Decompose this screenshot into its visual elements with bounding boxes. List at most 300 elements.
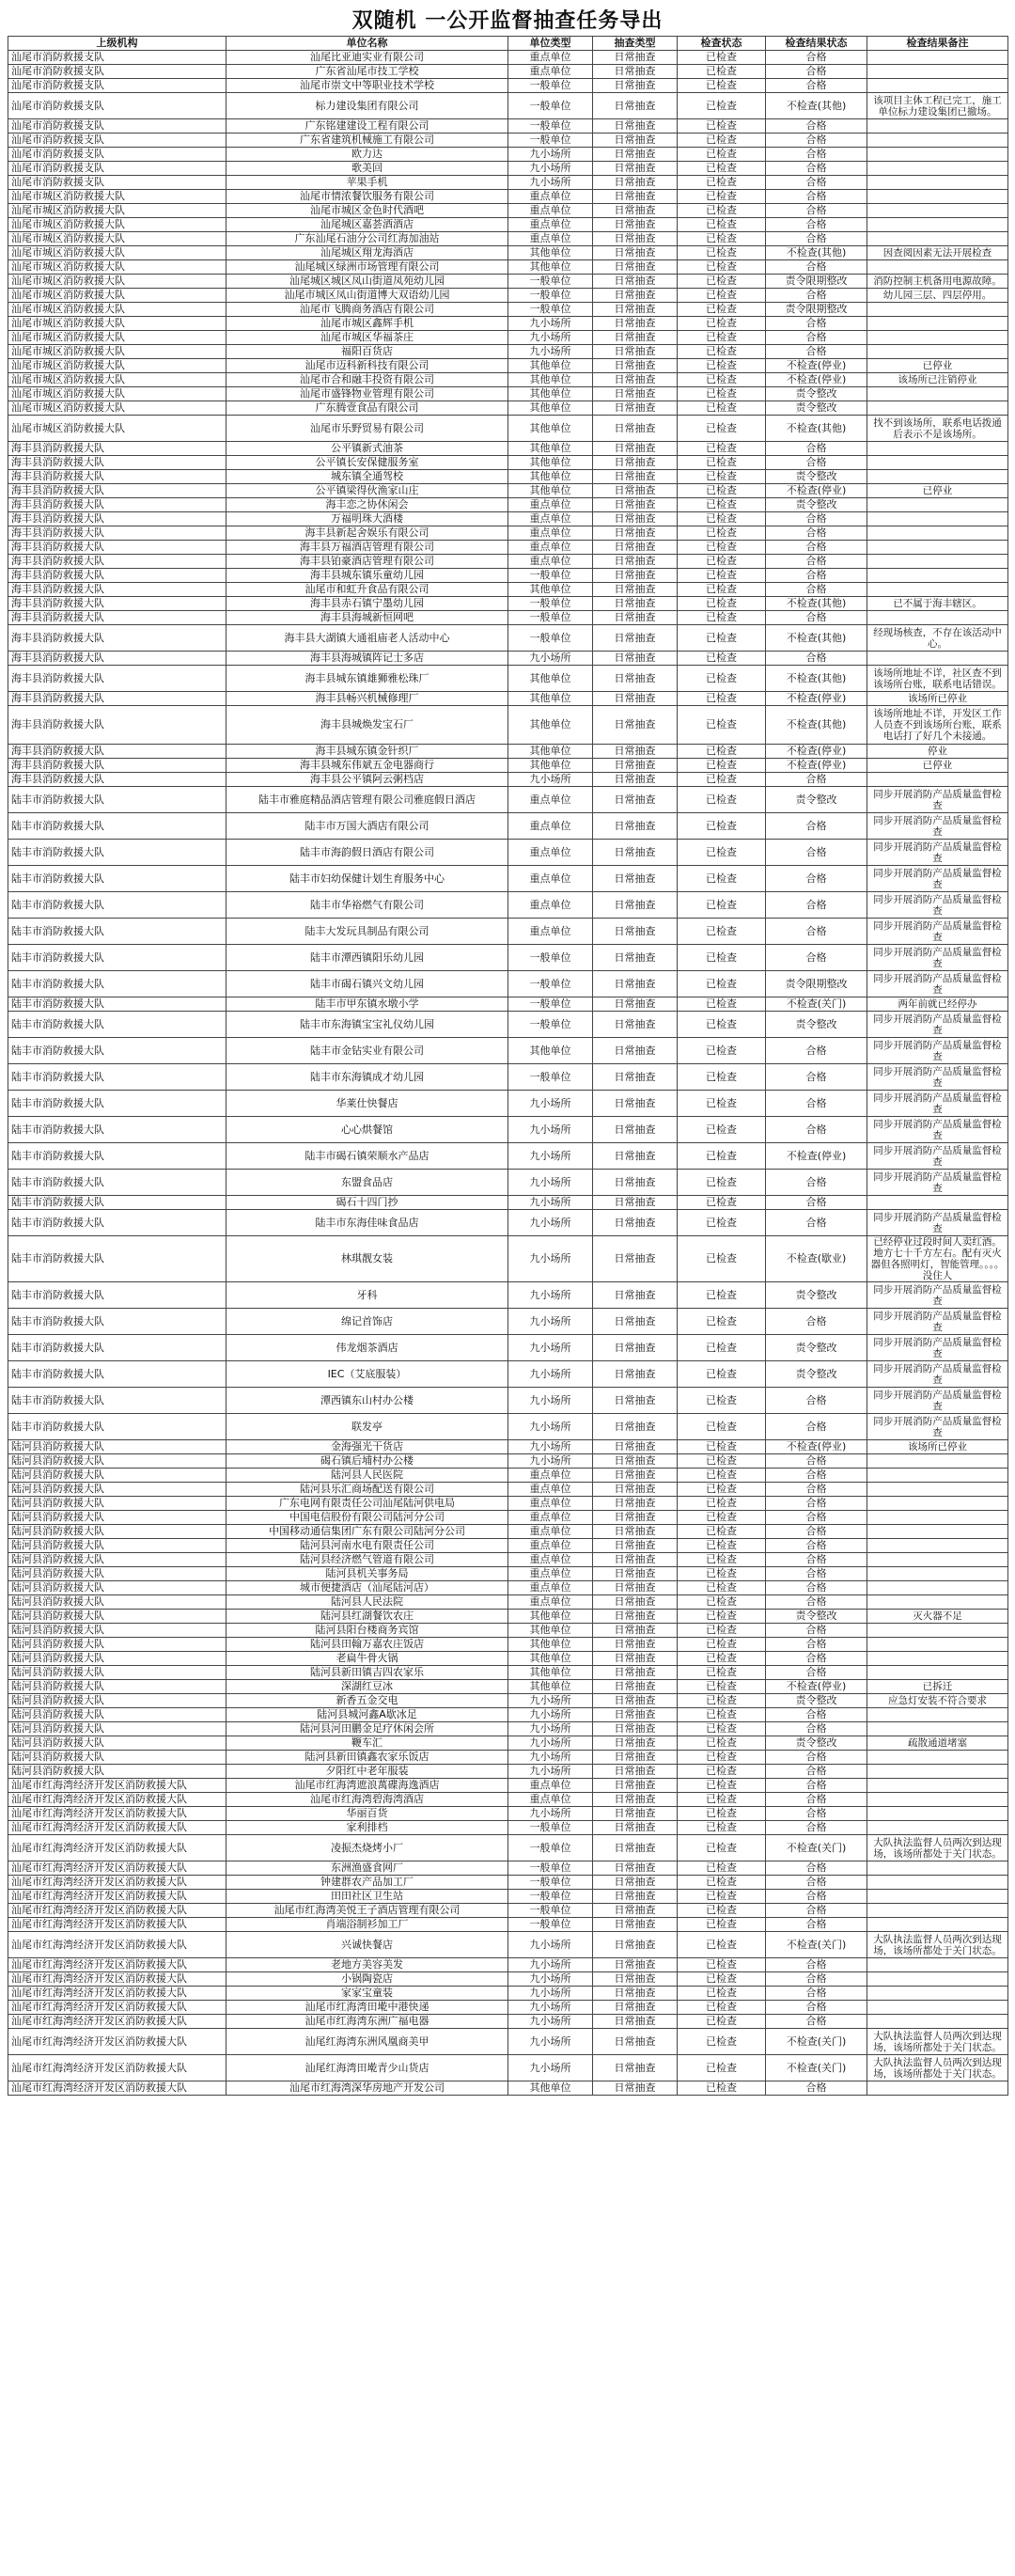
check-status-cell: 已检查 — [678, 597, 766, 611]
table-row — [8, 1932, 1008, 1958]
check-status-cell: 已检查 — [678, 2055, 766, 2081]
result-status-cell: 合格 — [766, 541, 867, 555]
unit-type-cell: 九小场所 — [508, 1361, 593, 1388]
result-status-cell: 不检查(停业) — [766, 759, 867, 773]
check-status-cell: 已检查 — [678, 345, 766, 359]
check-status-cell: 已检查 — [678, 1143, 766, 1170]
result-status-cell: 合格 — [766, 1918, 867, 1932]
check-type-cell: 日常抽查 — [593, 275, 678, 289]
unit-type-cell: 一般单位 — [508, 1918, 593, 1932]
table-row — [8, 1282, 1008, 1309]
check-status-cell: 已检查 — [678, 134, 766, 148]
check-type-cell: 日常抽查 — [593, 1638, 678, 1652]
result-status-cell: 责令整改 — [766, 1736, 867, 1751]
result-note-cell — [867, 303, 1008, 317]
column-header-check-status: 检查状态 — [678, 37, 766, 51]
unit-type-cell: 一般单位 — [508, 1861, 593, 1876]
unit-name-cell: 陆丰市妇幼保健计划生育服务中心 — [226, 866, 508, 892]
parent-org-cell: 陆河县消防救援大队 — [8, 1680, 226, 1694]
check-type-cell: 日常抽查 — [593, 232, 678, 246]
table-row — [8, 813, 1008, 840]
result-status-cell: 合格 — [766, 317, 867, 331]
parent-org-cell: 汕尾市城区消防救援大队 — [8, 260, 226, 275]
check-type-cell: 日常抽查 — [593, 246, 678, 260]
check-type-cell: 日常抽查 — [593, 611, 678, 625]
unit-name-cell: 汕尾市合和融丰投资有限公司 — [226, 373, 508, 387]
table-row — [8, 1793, 1008, 1807]
result-status-cell: 合格 — [766, 1861, 867, 1876]
check-status-cell: 已检查 — [678, 1567, 766, 1581]
result-status-cell: 合格 — [766, 1196, 867, 1210]
unit-name-cell: 汕尾城区翔龙海酒店 — [226, 246, 508, 260]
parent-org-cell: 汕尾市红海湾经济开发区消防救援大队 — [8, 1958, 226, 1972]
check-status-cell: 已检查 — [678, 1876, 766, 1890]
result-note-cell — [867, 1821, 1008, 1835]
unit-type-cell: 重点单位 — [508, 840, 593, 866]
parent-org-cell: 汕尾市消防救援支队 — [8, 176, 226, 190]
parent-org-cell: 汕尾市红海湾经济开发区消防救援大队 — [8, 1807, 226, 1821]
result-note-cell — [867, 51, 1008, 65]
unit-name-cell: 家利排档 — [226, 1821, 508, 1835]
result-note-cell — [867, 2015, 1008, 2029]
parent-org-cell: 汕尾市红海湾经济开发区消防救援大队 — [8, 2081, 226, 2096]
check-type-cell: 日常抽查 — [593, 1876, 678, 1890]
result-status-cell: 合格 — [766, 1708, 867, 1722]
result-note-cell — [867, 260, 1008, 275]
parent-org-cell: 汕尾市红海湾经济开发区消防救援大队 — [8, 2001, 226, 2015]
result-note-cell — [867, 1765, 1008, 1779]
check-status-cell: 已检查 — [678, 1694, 766, 1708]
unit-name-cell: 肖端浴制衫加工厂 — [226, 1918, 508, 1932]
unit-type-cell: 其他单位 — [508, 759, 593, 773]
parent-org-cell: 陆丰市消防救援大队 — [8, 866, 226, 892]
parent-org-cell: 汕尾市红海湾经济开发区消防救援大队 — [8, 1932, 226, 1958]
check-type-cell: 日常抽查 — [593, 1624, 678, 1638]
check-type-cell: 日常抽查 — [593, 1918, 678, 1932]
unit-type-cell: 九小场所 — [508, 2029, 593, 2055]
parent-org-cell: 海丰县消防救援大队 — [8, 541, 226, 555]
unit-name-cell: 汕尾市城区金色时代酒吧 — [226, 204, 508, 218]
result-status-cell: 合格 — [766, 583, 867, 597]
unit-type-cell: 重点单位 — [508, 1511, 593, 1525]
unit-name-cell: 汕尾市城区凤山街道博大双语幼儿园 — [226, 289, 508, 303]
check-status-cell: 已检查 — [678, 512, 766, 526]
check-type-cell: 日常抽查 — [593, 666, 678, 692]
check-type-cell: 日常抽查 — [593, 997, 678, 1012]
check-status-cell: 已检查 — [678, 666, 766, 692]
table-row — [8, 416, 1008, 442]
result-note-cell: 同步开展消防产品质量监督检查 — [867, 1012, 1008, 1038]
unit-name-cell: 牙科 — [226, 1282, 508, 1309]
check-status-cell: 已检查 — [678, 93, 766, 119]
result-status-cell: 不检查(关门) — [766, 2055, 867, 2081]
check-status-cell: 已检查 — [678, 1483, 766, 1497]
table-row — [8, 373, 1008, 387]
check-type-cell: 日常抽查 — [593, 1196, 678, 1210]
result-note-cell: 同步开展消防产品质量监督检查 — [867, 1091, 1008, 1117]
check-type-cell: 日常抽查 — [593, 176, 678, 190]
unit-name-cell: 海丰县畅兴机械修理厂 — [226, 692, 508, 706]
unit-name-cell: 陆河县阳台楼商务宾馆 — [226, 1624, 508, 1638]
table-row — [8, 1388, 1008, 1414]
table-row — [8, 162, 1008, 176]
result-status-cell: 不检查(关门) — [766, 2029, 867, 2055]
parent-org-cell: 汕尾市红海湾经济开发区消防救援大队 — [8, 2029, 226, 2055]
check-status-cell: 已检查 — [678, 470, 766, 484]
unit-name-cell: 陆丰市甲东镇水墩小学 — [226, 997, 508, 1012]
unit-name-cell: 广东省汕尾市技工学校 — [226, 65, 508, 79]
result-note-cell: 该场所已停业 — [867, 1440, 1008, 1454]
check-type-cell: 日常抽查 — [593, 1793, 678, 1807]
check-type-cell: 日常抽查 — [593, 1595, 678, 1610]
check-status-cell: 已检查 — [678, 456, 766, 470]
result-status-cell: 责令整改 — [766, 387, 867, 401]
unit-type-cell: 九小场所 — [508, 1807, 593, 1821]
result-status-cell: 不检查(停业) — [766, 692, 867, 706]
check-type-cell: 日常抽查 — [593, 373, 678, 387]
unit-type-cell: 一般单位 — [508, 597, 593, 611]
check-type-cell: 日常抽查 — [593, 787, 678, 813]
unit-name-cell: 陆丰市碣石镇兴文幼儿园 — [226, 971, 508, 997]
result-note-cell — [867, 1751, 1008, 1765]
unit-type-cell: 重点单位 — [508, 1483, 593, 1497]
unit-type-cell: 九小场所 — [508, 162, 593, 176]
table-row — [8, 997, 1008, 1012]
result-note-cell — [867, 442, 1008, 456]
result-note-cell: 大队执法监督人员两次到达现场，该场所都处于关门状态。 — [867, 2055, 1008, 2081]
check-type-cell: 日常抽查 — [593, 1932, 678, 1958]
unit-name-cell: 汕尾比亚迪实业有限公司 — [226, 51, 508, 65]
result-status-cell: 合格 — [766, 1091, 867, 1117]
check-status-cell: 已检查 — [678, 1236, 766, 1282]
unit-name-cell: 新香五金交电 — [226, 1694, 508, 1708]
check-status-cell: 已检查 — [678, 1539, 766, 1553]
result-note-cell: 已经停业过段时间人卖红酒。地方七十千方左右。配有灭火器但各照明灯，智能管理。。。。没住人 — [867, 1236, 1008, 1282]
result-note-cell: 该场所地址不详，社区查不到该场所台账，联系电话错误。 — [867, 666, 1008, 692]
unit-type-cell: 九小场所 — [508, 331, 593, 345]
parent-org-cell: 陆河县消防救援大队 — [8, 1440, 226, 1454]
check-status-cell: 已检查 — [678, 1469, 766, 1483]
unit-name-cell: 汕尾市红海湾田墘中港快递 — [226, 2001, 508, 2015]
unit-name-cell: 海丰县公平镇阿云粥档店 — [226, 773, 508, 787]
table-row — [8, 65, 1008, 79]
result-status-cell: 合格 — [766, 526, 867, 541]
check-type-cell: 日常抽查 — [593, 1722, 678, 1736]
result-status-cell: 不检查(停业) — [766, 1440, 867, 1454]
parent-org-cell: 陆丰市消防救援大队 — [8, 945, 226, 971]
check-type-cell: 日常抽查 — [593, 1958, 678, 1972]
check-type-cell: 日常抽查 — [593, 1652, 678, 1666]
table-row — [8, 246, 1008, 260]
result-note-cell: 灭火器不足 — [867, 1610, 1008, 1624]
unit-name-cell: 标力建设集团有限公司 — [226, 93, 508, 119]
parent-org-cell: 陆河县消防救援大队 — [8, 1638, 226, 1652]
parent-org-cell: 汕尾市红海湾经济开发区消防救援大队 — [8, 1835, 226, 1861]
unit-name-cell: 心心烘餐馆 — [226, 1117, 508, 1143]
unit-name-cell: 陆河县河田鹏金足疗休闲会所 — [226, 1722, 508, 1736]
table-row — [8, 1890, 1008, 1904]
unit-type-cell: 九小场所 — [508, 1972, 593, 1987]
table-row — [8, 1483, 1008, 1497]
unit-name-cell: 陆丰市海韵假日酒店有限公司 — [226, 840, 508, 866]
check-type-cell: 日常抽查 — [593, 442, 678, 456]
unit-name-cell: 深湖红豆冰 — [226, 1680, 508, 1694]
result-status-cell: 合格 — [766, 1038, 867, 1064]
result-status-cell: 责令整改 — [766, 1694, 867, 1708]
table-body — [8, 51, 1008, 2096]
table-row — [8, 1972, 1008, 1987]
unit-name-cell: 陆河县城河鑫A歇冰足 — [226, 1708, 508, 1722]
result-status-cell: 责令整改 — [766, 1610, 867, 1624]
parent-org-cell: 汕尾市消防救援支队 — [8, 134, 226, 148]
result-status-cell: 合格 — [766, 1117, 867, 1143]
check-type-cell: 日常抽查 — [593, 190, 678, 204]
check-status-cell: 已检查 — [678, 1581, 766, 1595]
unit-type-cell: 一般单位 — [508, 1876, 593, 1890]
result-status-cell: 不检查(其他) — [766, 666, 867, 692]
parent-org-cell: 陆河县消防救援大队 — [8, 1722, 226, 1736]
table-row — [8, 456, 1008, 470]
unit-name-cell: 汕尾城区绿洲市场管理有限公司 — [226, 260, 508, 275]
parent-org-cell: 陆丰市消防救援大队 — [8, 1091, 226, 1117]
check-status-cell: 已检查 — [678, 204, 766, 218]
table-row — [8, 2029, 1008, 2055]
result-note-cell — [867, 611, 1008, 625]
table-row — [8, 526, 1008, 541]
unit-name-cell: 陆丰市东海佳味食品店 — [226, 1210, 508, 1236]
parent-org-cell: 汕尾市城区消防救援大队 — [8, 416, 226, 442]
check-status-cell: 已检查 — [678, 2001, 766, 2015]
parent-org-cell: 汕尾市消防救援支队 — [8, 93, 226, 119]
result-status-cell: 合格 — [766, 840, 867, 866]
parent-org-cell: 陆丰市消防救援大队 — [8, 1012, 226, 1038]
table-row — [8, 470, 1008, 484]
unit-name-cell: 汕尾市迈科新科技有限公司 — [226, 359, 508, 373]
parent-org-cell: 陆丰市消防救援大队 — [8, 1361, 226, 1388]
unit-type-cell: 重点单位 — [508, 498, 593, 512]
unit-type-cell: 一般单位 — [508, 119, 593, 134]
result-status-cell: 合格 — [766, 1454, 867, 1469]
check-type-cell: 日常抽查 — [593, 555, 678, 569]
parent-org-cell: 陆丰市消防救援大队 — [8, 1388, 226, 1414]
result-note-cell: 同步开展消防产品质量监督检查 — [867, 1414, 1008, 1440]
parent-org-cell: 海丰县消防救援大队 — [8, 442, 226, 456]
table-row — [8, 787, 1008, 813]
table-row — [8, 218, 1008, 232]
table-row — [8, 892, 1008, 919]
unit-name-cell: 陆丰市东海镇宝宝礼仪幼儿园 — [226, 1012, 508, 1038]
check-type-cell: 日常抽查 — [593, 1454, 678, 1469]
unit-name-cell: 陆河县乐汇商场配送有限公司 — [226, 1483, 508, 1497]
parent-org-cell: 陆河县消防救援大队 — [8, 1666, 226, 1680]
check-status-cell: 已检查 — [678, 1361, 766, 1388]
result-note-cell — [867, 1918, 1008, 1932]
table-row — [8, 1196, 1008, 1210]
result-status-cell: 合格 — [766, 51, 867, 65]
unit-type-cell: 九小场所 — [508, 1414, 593, 1440]
check-status-cell: 已检查 — [678, 232, 766, 246]
unit-type-cell: 九小场所 — [508, 1170, 593, 1196]
unit-name-cell: 海丰县城东镇雄狮雅松珠厂 — [226, 666, 508, 692]
check-status-cell: 已检查 — [678, 611, 766, 625]
result-status-cell: 合格 — [766, 345, 867, 359]
table-row — [8, 597, 1008, 611]
check-status-cell: 已检查 — [678, 1553, 766, 1567]
check-status-cell: 已检查 — [678, 1454, 766, 1469]
result-status-cell: 不检查(停业) — [766, 745, 867, 759]
table-row — [8, 1497, 1008, 1511]
result-note-cell — [867, 176, 1008, 190]
parent-org-cell: 陆河县消防救援大队 — [8, 1483, 226, 1497]
check-type-cell: 日常抽查 — [593, 1117, 678, 1143]
unit-name-cell: 陆河县人民医院 — [226, 1469, 508, 1483]
parent-org-cell: 陆河县消防救援大队 — [8, 1751, 226, 1765]
check-type-cell: 日常抽查 — [593, 569, 678, 583]
result-note-cell — [867, 331, 1008, 345]
table-row — [8, 2001, 1008, 2015]
result-status-cell: 责令整改 — [766, 401, 867, 416]
unit-name-cell: 陆河县河南水电有限责任公司 — [226, 1539, 508, 1553]
table-row — [8, 1751, 1008, 1765]
unit-name-cell: 海丰县海城新恒网吧 — [226, 611, 508, 625]
check-status-cell: 已检查 — [678, 555, 766, 569]
result-note-cell — [867, 1987, 1008, 2001]
result-status-cell: 合格 — [766, 176, 867, 190]
parent-org-cell: 海丰县消防救援大队 — [8, 470, 226, 484]
result-status-cell: 合格 — [766, 1904, 867, 1918]
unit-name-cell: 金海强光干货店 — [226, 1440, 508, 1454]
check-type-cell: 日常抽查 — [593, 541, 678, 555]
result-note-cell — [867, 1876, 1008, 1890]
parent-org-cell: 海丰县消防救援大队 — [8, 706, 226, 745]
check-type-cell: 日常抽查 — [593, 745, 678, 759]
result-note-cell: 同步开展消防产品质量监督检查 — [867, 1143, 1008, 1170]
result-note-cell — [867, 1581, 1008, 1595]
check-type-cell: 日常抽查 — [593, 1469, 678, 1483]
result-note-cell: 消防控制主机备用电源故障。 — [867, 275, 1008, 289]
parent-org-cell: 海丰县消防救援大队 — [8, 498, 226, 512]
result-status-cell: 不检查(停业) — [766, 1143, 867, 1170]
result-status-cell: 合格 — [766, 1595, 867, 1610]
result-note-cell: 幼儿园三层、四层停用。 — [867, 289, 1008, 303]
check-status-cell: 已检查 — [678, 1638, 766, 1652]
result-note-cell — [867, 1595, 1008, 1610]
column-header-unit-name: 单位名称 — [226, 37, 508, 51]
parent-org-cell: 汕尾市红海湾经济开发区消防救援大队 — [8, 1861, 226, 1876]
check-status-cell: 已检查 — [678, 275, 766, 289]
table-row — [8, 706, 1008, 745]
result-status-cell: 合格 — [766, 555, 867, 569]
unit-type-cell: 九小场所 — [508, 317, 593, 331]
result-note-cell: 已不属于海丰辖区。 — [867, 597, 1008, 611]
result-status-cell: 责令整改 — [766, 787, 867, 813]
table-row — [8, 2081, 1008, 2096]
unit-type-cell: 一般单位 — [508, 611, 593, 625]
table-row — [8, 1638, 1008, 1652]
check-type-cell: 日常抽查 — [593, 1525, 678, 1539]
check-type-cell: 日常抽查 — [593, 65, 678, 79]
check-type-cell: 日常抽查 — [593, 919, 678, 945]
result-note-cell — [867, 387, 1008, 401]
parent-org-cell: 汕尾市城区消防救援大队 — [8, 204, 226, 218]
check-type-cell: 日常抽查 — [593, 498, 678, 512]
unit-name-cell: 苹果手机 — [226, 176, 508, 190]
page-title: 双随机 一公开监督抽查任务导出 — [351, 8, 664, 33]
column-header-result-status: 检查结果状态 — [766, 37, 867, 51]
unit-name-cell: 鞭车汇 — [226, 1736, 508, 1751]
unit-type-cell: 重点单位 — [508, 787, 593, 813]
parent-org-cell: 陆丰市消防救援大队 — [8, 1064, 226, 1091]
result-status-cell: 合格 — [766, 1821, 867, 1835]
unit-type-cell: 其他单位 — [508, 456, 593, 470]
check-status-cell: 已检查 — [678, 1904, 766, 1918]
unit-type-cell: 一般单位 — [508, 93, 593, 119]
check-status-cell: 已检查 — [678, 813, 766, 840]
unit-type-cell: 其他单位 — [508, 359, 593, 373]
unit-type-cell: 重点单位 — [508, 232, 593, 246]
unit-name-cell: 汕尾市红海湾碧海湾酒店 — [226, 1793, 508, 1807]
table-row — [8, 2015, 1008, 2029]
check-type-cell: 日常抽查 — [593, 456, 678, 470]
unit-type-cell: 九小场所 — [508, 1196, 593, 1210]
result-note-cell — [867, 190, 1008, 204]
table-row — [8, 666, 1008, 692]
table-row — [8, 692, 1008, 706]
result-status-cell: 合格 — [766, 1624, 867, 1638]
result-note-cell — [867, 1469, 1008, 1483]
check-status-cell: 已检查 — [678, 773, 766, 787]
result-note-cell — [867, 470, 1008, 484]
table-row — [8, 1064, 1008, 1091]
result-note-cell — [867, 79, 1008, 93]
result-note-cell — [867, 1904, 1008, 1918]
check-type-cell: 日常抽查 — [593, 1388, 678, 1414]
unit-name-cell: 凌振杰烧烤小厂 — [226, 1835, 508, 1861]
check-status-cell: 已检查 — [678, 1170, 766, 1196]
check-type-cell: 日常抽查 — [593, 51, 678, 65]
unit-type-cell: 其他单位 — [508, 1666, 593, 1680]
unit-type-cell: 一般单位 — [508, 1904, 593, 1918]
check-status-cell: 已检查 — [678, 442, 766, 456]
unit-type-cell: 九小场所 — [508, 1091, 593, 1117]
result-status-cell: 合格 — [766, 1064, 867, 1091]
unit-name-cell: 广东铭建建设工程有限公司 — [226, 119, 508, 134]
result-status-cell: 合格 — [766, 1469, 867, 1483]
unit-type-cell: 其他单位 — [508, 1624, 593, 1638]
column-header-unit-type: 单位类型 — [508, 37, 593, 51]
check-status-cell: 已检查 — [678, 176, 766, 190]
result-note-cell — [867, 1652, 1008, 1666]
check-status-cell: 已检查 — [678, 840, 766, 866]
unit-name-cell: 陆丰市万国大酒店有限公司 — [226, 813, 508, 840]
result-note-cell: 经现场核查，不存在该活动中心。 — [867, 625, 1008, 652]
check-type-cell: 日常抽查 — [593, 401, 678, 416]
result-note-cell: 大队执法监督人员两次到达现场，该场所都处于关门状态。 — [867, 1835, 1008, 1861]
result-status-cell: 合格 — [766, 65, 867, 79]
parent-org-cell: 汕尾市城区消防救援大队 — [8, 303, 226, 317]
check-type-cell: 日常抽查 — [593, 1680, 678, 1694]
unit-name-cell: 福阳百货店 — [226, 345, 508, 359]
table-row — [8, 442, 1008, 456]
result-note-cell: 找不到该场所，联系电话拨通后表示不是该场所。 — [867, 416, 1008, 442]
result-note-cell — [867, 232, 1008, 246]
result-note-cell: 同步开展消防产品质量监督检查 — [867, 1064, 1008, 1091]
result-status-cell: 不检查(关门) — [766, 1835, 867, 1861]
parent-org-cell: 陆丰市消防救援大队 — [8, 1117, 226, 1143]
table-row — [8, 148, 1008, 162]
table-row — [8, 583, 1008, 597]
parent-org-cell: 陆丰市消防救援大队 — [8, 997, 226, 1012]
